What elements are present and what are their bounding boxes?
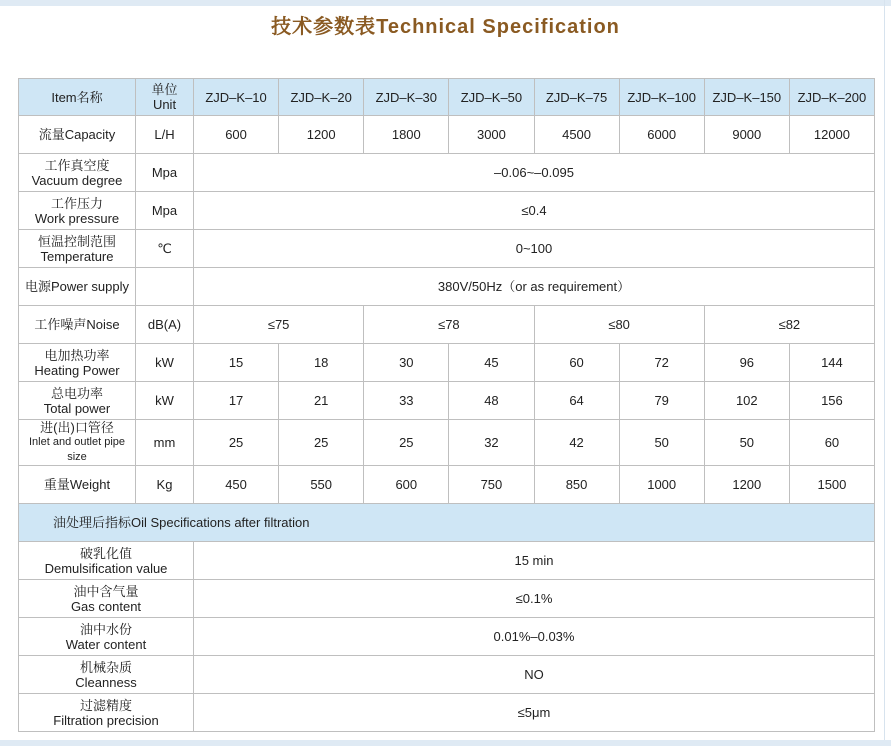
header-model-cell: ZJD–K–20 — [279, 79, 364, 116]
row-label-cn: 进(出)口管径 — [40, 420, 114, 435]
value-cell: 64 — [534, 382, 619, 420]
row-unit: Kg — [136, 466, 194, 504]
value-cell: 450 — [194, 466, 279, 504]
header-model-cell: ZJD–K–30 — [364, 79, 449, 116]
header-row — [19, 79, 875, 116]
value-cell: 25 — [279, 420, 364, 466]
header-model-cell: ZJD–K–100 — [619, 79, 704, 116]
row-label-cn: 电加热功率 — [44, 347, 110, 363]
oil-spec-value: NO — [194, 656, 875, 694]
merged-value-cell: –0.06~–0.095 — [194, 154, 875, 192]
value-cell: 60 — [789, 420, 874, 466]
oil-spec-row — [19, 656, 875, 694]
oil-spec-label-en: Filtration precision — [53, 712, 159, 728]
row-label: 重量Weight — [19, 466, 136, 504]
merged-value-cell: ≤0.4 — [194, 192, 875, 230]
weight-row — [19, 466, 875, 504]
value-cell: 850 — [534, 466, 619, 504]
row-unit: Mpa — [136, 154, 194, 192]
row-unit: dB(A) — [136, 306, 194, 344]
oil-spec-label-en: Cleanness — [75, 674, 137, 690]
row-label — [19, 230, 136, 268]
value-cell: 156 — [789, 382, 874, 420]
oil-spec-label — [19, 656, 194, 694]
oil-spec-label — [19, 694, 194, 732]
value-cell: 50 — [619, 420, 704, 466]
value-cell: 1800 — [364, 116, 449, 154]
oil-spec-row — [19, 618, 875, 656]
capacity-row — [19, 116, 875, 154]
header-model-cell: ZJD–K–10 — [194, 79, 279, 116]
value-cell: 1500 — [789, 466, 874, 504]
oil-spec-value: ≤0.1% — [194, 580, 875, 618]
value-cell: 33 — [364, 382, 449, 420]
value-cell: 1200 — [279, 116, 364, 154]
oil-spec-label-cn: 破乳化值 — [79, 545, 132, 561]
header-unit-cn: 单位 — [151, 82, 178, 97]
vacuum-row — [19, 154, 875, 192]
value-cell: 32 — [449, 420, 534, 466]
row-label — [19, 344, 136, 382]
oil-spec-row — [19, 694, 875, 732]
row-label: 电源Power supply — [19, 268, 136, 306]
value-cell: 600 — [194, 116, 279, 154]
oil-spec-label-en: Water content — [65, 636, 147, 652]
bottom-band — [0, 740, 891, 746]
row-label — [19, 192, 136, 230]
oil-section-header-row — [19, 504, 875, 542]
value-cell: 102 — [704, 382, 789, 420]
value-cell: 18 — [279, 344, 364, 382]
value-cell: 60 — [534, 344, 619, 382]
noise-row — [19, 306, 875, 344]
oil-spec-label-cn: 过滤精度 — [79, 697, 132, 713]
value-cell: 1000 — [619, 466, 704, 504]
row-label-cn: 总电功率 — [50, 385, 103, 401]
row-label — [19, 420, 136, 466]
value-cell: 30 — [364, 344, 449, 382]
merged-value-cell: 0~100 — [194, 230, 875, 268]
row-label-en: Total power — [43, 400, 111, 416]
oil-spec-label-cn: 油中水份 — [79, 621, 132, 637]
value-cell: 79 — [619, 382, 704, 420]
value-cell: 144 — [789, 344, 874, 382]
row-label: 流量Capacity — [19, 116, 136, 154]
value-cell: 750 — [449, 466, 534, 504]
oil-spec-row — [19, 580, 875, 618]
header-unit-cell — [136, 79, 194, 116]
value-cell: 21 — [279, 382, 364, 420]
oil-spec-label — [19, 542, 194, 580]
row-unit: kW — [136, 344, 194, 382]
value-cell: 50 — [704, 420, 789, 466]
spec-table — [18, 78, 875, 732]
value-cell: 15 — [194, 344, 279, 382]
row-label — [19, 382, 136, 420]
total-power-row — [19, 382, 875, 420]
row-unit: Mpa — [136, 192, 194, 230]
top-band — [0, 0, 891, 6]
value-cell: 550 — [279, 466, 364, 504]
temperature-row — [19, 230, 875, 268]
header-model-cell: ZJD–K–150 — [704, 79, 789, 116]
heating-power-row — [19, 344, 875, 382]
row-label-cn: 恒温控制范围 — [37, 233, 116, 249]
value-cell: 72 — [619, 344, 704, 382]
header-model-cell: ZJD–K–75 — [534, 79, 619, 116]
value-cell: 12000 — [789, 116, 874, 154]
value-cell: 42 — [534, 420, 619, 466]
value-cell: 48 — [449, 382, 534, 420]
row-unit: L/H — [136, 116, 194, 154]
oil-spec-label-cn: 油中含气量 — [73, 583, 139, 599]
row-label-en: Temperature — [40, 248, 114, 264]
oil-spec-label-en: Demulsification value — [44, 560, 168, 576]
oil-spec-value: 15 min — [194, 542, 875, 580]
page-title: 技术参数表Technical Specification — [271, 16, 620, 38]
value-cell: ≤82 — [704, 306, 874, 344]
row-label-cn: 工作真空度 — [44, 157, 110, 173]
value-cell: ≤78 — [364, 306, 534, 344]
oil-spec-label-cn: 机械杂质 — [79, 659, 132, 675]
row-label-en: Inlet and outlet pipe size — [28, 436, 126, 463]
row-label: 工作噪声Noise — [19, 306, 136, 344]
row-label-en: Heating Power — [34, 362, 120, 378]
power-supply-row — [19, 268, 875, 306]
header-item-cell: Item名称 — [19, 79, 136, 116]
oil-spec-value: ≤5μm — [194, 694, 875, 732]
row-label-en: Vacuum degree — [31, 172, 123, 188]
oil-spec-label — [19, 580, 194, 618]
value-cell: 6000 — [619, 116, 704, 154]
value-cell: 45 — [449, 344, 534, 382]
value-cell: 17 — [194, 382, 279, 420]
value-cell: 25 — [194, 420, 279, 466]
header-model-cell: ZJD–K–200 — [789, 79, 874, 116]
oil-section-title: 油处理后指标Oil Specifications after filtration — [19, 504, 875, 542]
oil-spec-row — [19, 542, 875, 580]
value-cell: 9000 — [704, 116, 789, 154]
row-label-en: Work pressure — [34, 210, 120, 226]
header-unit-en: Unit — [152, 97, 177, 112]
pipe-size-row — [19, 420, 875, 466]
value-cell: 1200 — [704, 466, 789, 504]
value-cell: ≤75 — [194, 306, 364, 344]
right-border-line — [884, 0, 885, 746]
oil-spec-label-en: Gas content — [70, 598, 142, 614]
oil-spec-value: 0.01%–0.03% — [194, 618, 875, 656]
merged-value-cell: 380V/50Hz（or as requirement） — [194, 268, 875, 306]
pressure-row — [19, 192, 875, 230]
value-cell: 4500 — [534, 116, 619, 154]
oil-spec-label — [19, 618, 194, 656]
value-cell: 96 — [704, 344, 789, 382]
row-unit: ℃ — [136, 230, 194, 268]
row-label — [19, 154, 136, 192]
row-unit: mm — [136, 420, 194, 466]
row-label-cn: 工作压力 — [50, 195, 103, 211]
header-model-cell: ZJD–K–50 — [449, 79, 534, 116]
row-unit — [136, 268, 194, 306]
value-cell: 600 — [364, 466, 449, 504]
value-cell: ≤80 — [534, 306, 704, 344]
row-unit: kW — [136, 382, 194, 420]
value-cell: 25 — [364, 420, 449, 466]
value-cell: 3000 — [449, 116, 534, 154]
